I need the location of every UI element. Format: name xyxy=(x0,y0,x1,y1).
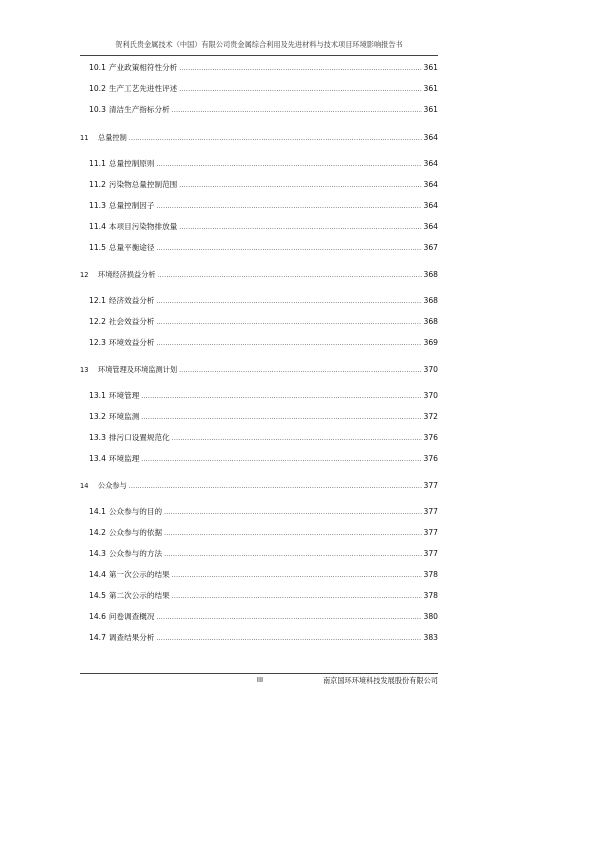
toc-entry-13-2[interactable] xyxy=(89,411,438,424)
toc-entry-11-3[interactable] xyxy=(89,200,438,213)
toc-entry-14-5[interactable] xyxy=(89,590,438,603)
toc-number: 11.2 xyxy=(89,180,106,189)
toc-title: 产业政策相符性分析 xyxy=(108,63,178,72)
toc-title: 总量控制原则 xyxy=(108,159,155,168)
toc-entry-14-1[interactable] xyxy=(89,506,438,519)
toc-leader xyxy=(156,612,421,624)
toc-title: 总量控制因子 xyxy=(108,201,155,210)
toc-leader xyxy=(141,412,421,424)
toc-leader xyxy=(164,507,421,519)
toc-page: 370 xyxy=(423,365,438,374)
toc-page: 368 xyxy=(423,317,438,326)
toc-title: 第二次公示的结果 xyxy=(108,591,170,600)
toc-leader xyxy=(141,391,421,403)
toc-page: 364 xyxy=(423,222,438,231)
toc-entry-12[interactable] xyxy=(80,269,438,282)
toc-entry-13-3[interactable] xyxy=(89,432,438,445)
toc-title: 环境管理 xyxy=(108,391,140,400)
toc-title: 总量控制 xyxy=(98,133,127,142)
page-number: III xyxy=(256,676,264,684)
toc-title: 问卷调查概况 xyxy=(108,612,155,621)
toc-leader xyxy=(156,296,421,308)
toc-entry-11-4[interactable] xyxy=(89,221,438,234)
toc-entry-14-3[interactable] xyxy=(89,548,438,561)
toc-page: 377 xyxy=(423,549,438,558)
toc-page: 372 xyxy=(423,412,438,421)
toc-title: 排污口设置规范化 xyxy=(108,433,170,442)
toc-leader xyxy=(179,63,421,75)
toc-number: 13.1 xyxy=(89,391,106,400)
toc-number: 12 xyxy=(80,271,89,279)
toc-number: 14.4 xyxy=(89,570,106,579)
toc-number: 14.1 xyxy=(89,507,106,516)
toc-title: 环境监测 xyxy=(108,412,140,421)
toc-number: 14.7 xyxy=(89,633,106,642)
toc-entry-14-4[interactable] xyxy=(89,569,438,582)
toc-title: 公众参与的依据 xyxy=(108,528,163,537)
toc-page: 361 xyxy=(423,105,438,114)
toc-leader xyxy=(172,105,422,117)
toc-number: 12.2 xyxy=(89,317,106,326)
toc-number: 10.2 xyxy=(89,84,106,93)
toc-leader xyxy=(179,222,421,234)
toc-entry-14-6[interactable] xyxy=(89,611,438,624)
toc-leader xyxy=(158,270,422,282)
toc-entry-10-1[interactable] xyxy=(89,62,438,75)
toc-page: 380 xyxy=(423,612,438,621)
toc-page: 368 xyxy=(423,296,438,305)
toc-page: 378 xyxy=(423,570,438,579)
toc-entry-11-5[interactable] xyxy=(89,242,438,255)
toc-leader xyxy=(172,433,422,445)
toc-title: 本项目污染物排放量 xyxy=(108,222,178,231)
toc-title: 环境管理及环境监测计划 xyxy=(98,365,178,374)
toc-entry-14-7[interactable] xyxy=(89,632,438,645)
toc-entry-13-4[interactable] xyxy=(89,453,438,466)
header-rule xyxy=(80,55,438,56)
toc-page: 361 xyxy=(423,63,438,72)
toc-page: 369 xyxy=(423,338,438,347)
toc-leader xyxy=(179,84,421,96)
toc-entry-13-1[interactable] xyxy=(89,390,438,403)
toc-page: 364 xyxy=(423,133,438,142)
toc-leader xyxy=(156,338,421,350)
toc-entry-14[interactable] xyxy=(80,480,438,493)
toc-title: 环境效益分析 xyxy=(108,338,155,347)
toc-page: 368 xyxy=(423,270,438,279)
toc-page: 377 xyxy=(423,507,438,516)
toc-page: 361 xyxy=(423,84,438,93)
toc-leader xyxy=(164,549,421,561)
toc-leader xyxy=(156,317,421,329)
toc-page: 370 xyxy=(423,391,438,400)
toc-number: 11.1 xyxy=(89,159,106,168)
toc-entry-12-3[interactable] xyxy=(89,337,438,350)
toc-leader xyxy=(172,570,422,582)
toc-entry-11[interactable] xyxy=(80,132,438,145)
toc-number: 12.3 xyxy=(89,338,106,347)
toc-page: 377 xyxy=(423,528,438,537)
toc-leader xyxy=(156,159,421,171)
toc-title: 公众参与的目的 xyxy=(108,507,163,516)
toc-number: 14.3 xyxy=(89,549,106,558)
footer-rule xyxy=(80,673,438,674)
toc-title: 调查结果分析 xyxy=(108,633,155,642)
toc-title: 生产工艺先进性评述 xyxy=(108,84,178,93)
toc-leader xyxy=(129,133,422,145)
toc-entry-12-2[interactable] xyxy=(89,316,438,329)
toc-title: 环境经济损益分析 xyxy=(98,270,156,279)
toc-entry-11-1[interactable] xyxy=(89,158,438,171)
toc-number: 11 xyxy=(80,134,89,142)
toc-number: 11.4 xyxy=(89,222,106,231)
toc-number: 10.1 xyxy=(89,63,106,72)
toc-number: 11.3 xyxy=(89,201,106,210)
toc-page: 376 xyxy=(423,454,438,463)
toc-number: 14.6 xyxy=(89,612,106,621)
toc-title: 公众参与 xyxy=(98,481,127,490)
toc-page: 367 xyxy=(423,243,438,252)
toc-title: 社会效益分析 xyxy=(108,317,155,326)
toc-leader xyxy=(164,528,421,540)
toc-leader xyxy=(179,365,421,377)
toc-number: 11.5 xyxy=(89,243,106,252)
toc-entry-10-3[interactable] xyxy=(89,104,438,117)
toc-leader xyxy=(156,633,421,645)
toc-page: 364 xyxy=(423,159,438,168)
toc-leader xyxy=(179,180,421,192)
toc-title: 经济效益分析 xyxy=(108,296,155,305)
toc-entry-11-2[interactable] xyxy=(89,179,438,192)
company-name: 南京国环环境科技发展股份有限公司 xyxy=(322,676,438,685)
toc-entry-10-2[interactable] xyxy=(89,83,438,96)
toc-number: 13.2 xyxy=(89,412,106,421)
toc-entry-13[interactable] xyxy=(80,364,438,377)
toc-page: 377 xyxy=(423,481,438,490)
toc-number: 14.5 xyxy=(89,591,106,600)
toc-number: 14 xyxy=(80,482,89,490)
toc-title: 第一次公示的结果 xyxy=(108,570,170,579)
toc-page: 364 xyxy=(423,201,438,210)
toc-leader xyxy=(172,591,422,603)
toc-number: 13.3 xyxy=(89,433,106,442)
toc-entry-12-1[interactable] xyxy=(89,295,438,308)
toc-page: 378 xyxy=(423,591,438,600)
toc-number: 12.1 xyxy=(89,296,106,305)
toc-number: 14.2 xyxy=(89,528,106,537)
toc-entry-14-2[interactable] xyxy=(89,527,438,540)
toc-leader xyxy=(156,201,421,213)
toc-title: 公众参与的方法 xyxy=(108,549,163,558)
toc-title: 总量平衡途径 xyxy=(108,243,155,252)
toc-leader xyxy=(156,243,421,255)
toc-title: 环境监理 xyxy=(108,454,140,463)
toc-page: 376 xyxy=(423,433,438,442)
toc-leader xyxy=(129,481,422,493)
toc-number: 13.4 xyxy=(89,454,106,463)
running-header: 贺利氏贵金属技术（中国）有限公司贵金属综合利用及先进材料与技术项目环境影响报告书 xyxy=(115,40,403,49)
toc-number: 10.3 xyxy=(89,105,106,114)
toc-title: 污染物总量控制范围 xyxy=(108,180,178,189)
toc-leader xyxy=(141,454,421,466)
toc-number: 13 xyxy=(80,366,89,374)
toc-title: 清洁生产指标分析 xyxy=(108,105,170,114)
toc-page: 383 xyxy=(423,633,438,642)
toc-page: 364 xyxy=(423,180,438,189)
